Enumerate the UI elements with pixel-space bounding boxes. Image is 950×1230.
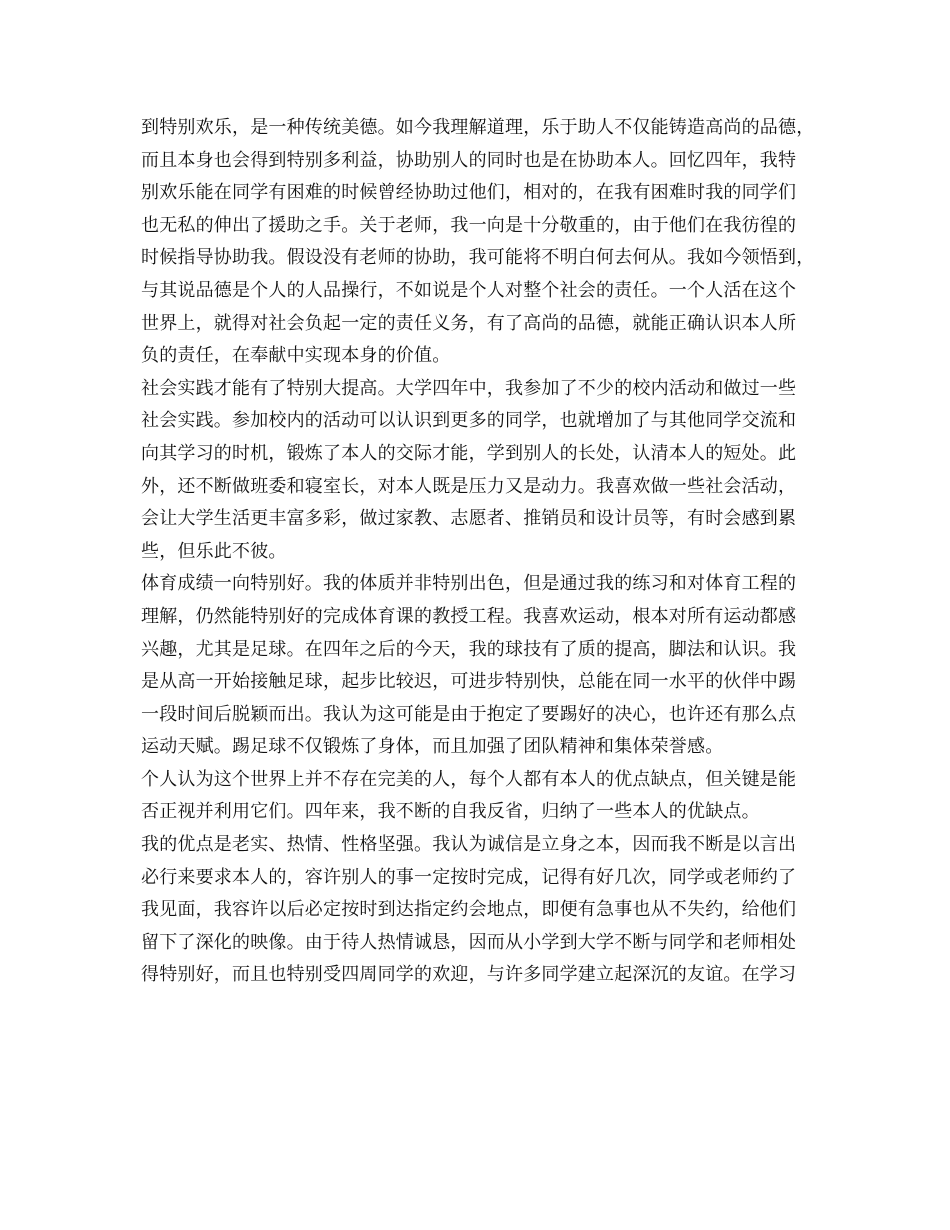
body-text [141, 112, 821, 992]
text-line: 个人认为这个世界上并不存在完美的人，每个人都有本人的优点缺点，但关键是能 [141, 768, 797, 790]
text-line: 也无私的伸出了援助之手。关于老师，我一向是十分敬重的，由于他们在我彷徨的 [141, 214, 797, 236]
text-line: 理解，仍然能特别好的完成体育课的教授工程。我喜欢运动，根本对所有运动都感 [141, 605, 797, 627]
text-line: 得特别好，而且也特别受四周同学的欢迎，与许多同学建立起深沉的友谊。在学习 [141, 964, 797, 986]
text-line: 些，但乐此不彼。 [141, 540, 287, 562]
text-line: 我见面，我容许以后必定按时到达指定约会地点，即便有急事也从不失约，给他们 [141, 899, 797, 921]
text-line: 留下了深化的映像。由于待人热情诚恳，因而从小学到大学不断与同学和老师相处 [141, 931, 797, 953]
text-line: 我的优点是老实、热情、性格坚强。我认为诚信是立身之本，因而我不断是以言出 [141, 834, 797, 856]
text-line: 运动天赋。踢足球不仅锻炼了身体，而且加强了团队精神和集体荣誉感。 [141, 736, 724, 758]
text-line: 社会实践。参加校内的活动可以认识到更多的同学，也就增加了与其他同学交流和 [141, 410, 797, 432]
text-line: 外，还不断做班委和寝室长，对本人既是压力又是动力。我喜欢做一些社会活动， [141, 475, 797, 497]
text-line: 负的责任，在奉献中实现本身的价值。 [141, 345, 451, 367]
text-line: 别欢乐能在同学有困难的时候曾经协助过他们，相对的，在我有困难时我的同学们 [141, 182, 797, 204]
text-line: 与其说品德是个人的人品操行，不如说是个人对整个社会的责任。一个人活在这个 [141, 279, 797, 301]
text-line: 向其学习的时机，锻炼了本人的交际才能，学到别人的长处，认清本人的短处。此 [141, 442, 797, 464]
text-line: 到特别欢乐，是一种传统美德。如今我理解道理，乐于助人不仅能铸造高尚的品德， [141, 117, 815, 138]
text-line: 体育成绩一向特别好。我的体质并非特别出色，但是通过我的练习和对体育工程的 [141, 573, 797, 595]
text-line: 是从高一开始接触足球，起步比较迟，可进步特别快，总能在同一水平的伙伴中踢 [141, 671, 797, 693]
text-line: 必行来要求本人的，容许别人的事一定按时完成，记得有好几次，同学或老师约了 [141, 866, 797, 888]
text-line: 否正视并利用它们。四年来，我不断的自我反省，归纳了一些本人的优缺点。 [141, 801, 760, 823]
text-line: 社会实践才能有了特别大提高。大学四年中，我参加了不少的校内活动和做过一些 [141, 377, 797, 399]
text-line: 一段时间后脱颖而出。我认为这可能是由于抱定了要踢好的决心，也许还有那么点 [141, 703, 797, 725]
text-line: 会让大学生活更丰富多彩，做过家教、志愿者、推销员和设计员等，有时会感到累 [141, 508, 797, 530]
text-line: 兴趣，尤其是足球。在四年之后的今天，我的球技有了质的提高，脚法和认识。我 [141, 638, 797, 660]
text-line: 世界上，就得对社会负起一定的责任义务，有了高尚的品德，就能正确认识本人所 [141, 312, 797, 334]
text-line: 而且本身也会得到特别多利益，协助别人的同时也是在协助本人。回忆四年，我特 [141, 149, 797, 171]
text-line: 时候指导协助我。假设没有老师的协助，我可能将不明白何去何从。我如今领悟到， [141, 247, 815, 269]
